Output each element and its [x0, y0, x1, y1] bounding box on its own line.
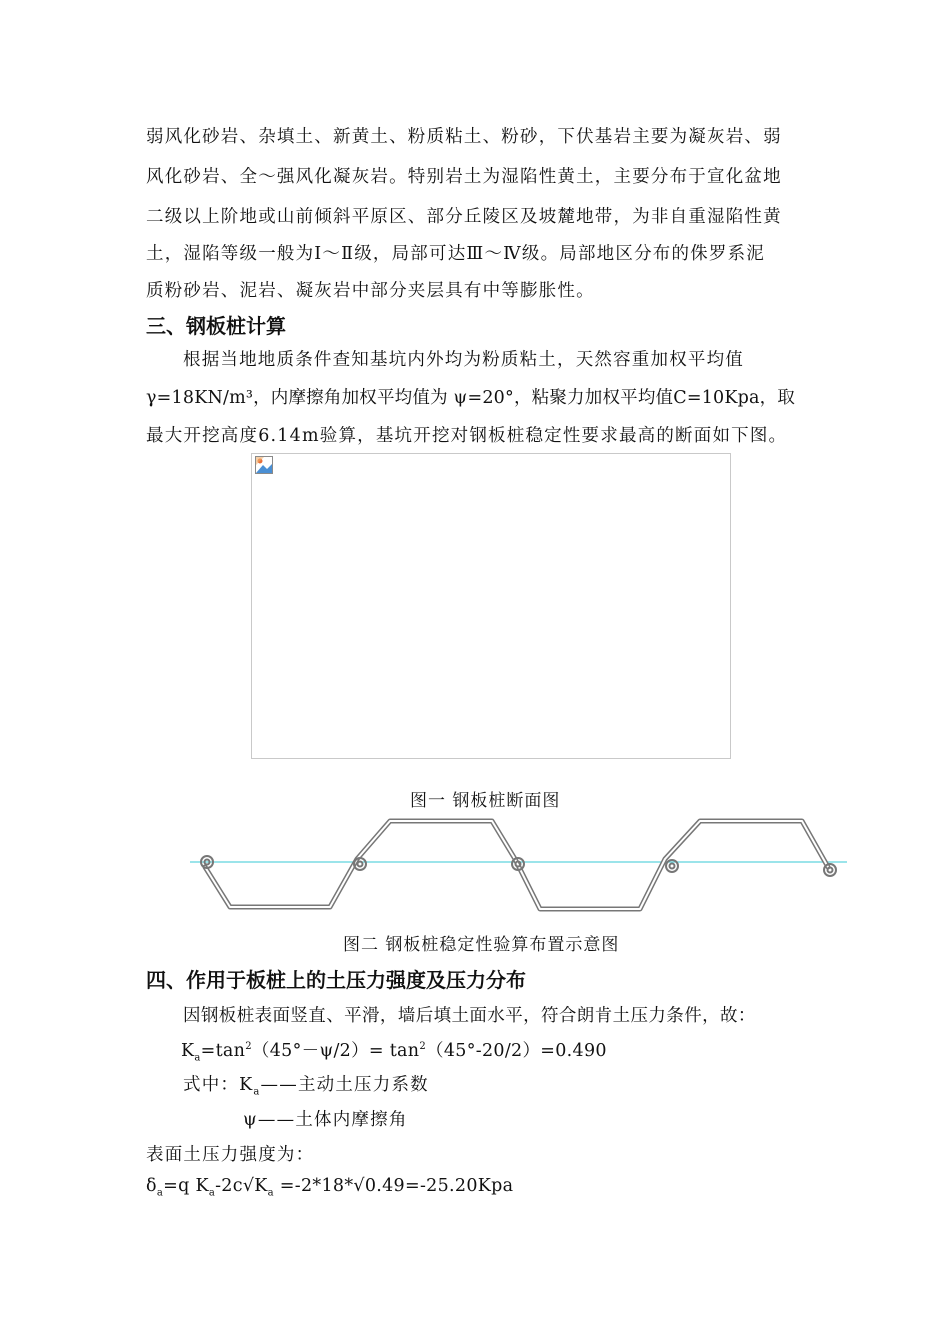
figure-1-caption: 图一 钢板桩断面图: [410, 791, 561, 811]
section-4-line-1: 因钢板桩表面竖直、平滑，墙后填土面水平，符合朗肯土压力条件，故：: [183, 1006, 756, 1026]
section-3-line-3: 最大开挖高度6.14m验算，基坑开挖对钢板桩稳定性要求最高的断面如下图。: [146, 426, 788, 446]
where-psi-line: ψ——土体内摩擦角: [243, 1110, 408, 1130]
delta-formula: $\delta_a=q$ $K_a-2c√K_a =-2*18*√0.49=-25.20Kpa$: [146, 1176, 514, 1199]
intro-line-3: 二级以上阶地或山前倾斜平原区、部分丘陵区及坡麓地带，为非自重湿陷性黄: [146, 207, 782, 227]
intro-line-5: 质粉砂岩、泥岩、凝灰岩中部分夹层具有中等膨胀性。: [146, 281, 595, 301]
section-3-line-1: 根据当地地质条件查知基坑内外均为粉质粘土，天然容重加权平均值: [183, 350, 744, 370]
intro-line-1: 弱风化砂岩、杂填土、新黄土、粉质粘土、粉砂，下伏基岩主要为凝灰岩、弱: [146, 127, 782, 147]
broken-image-icon: [255, 456, 273, 474]
where-ka-line: 式中：$K_a——$主动土压力系数: [183, 1075, 429, 1098]
section-figure-image: [251, 453, 731, 759]
figure-2-caption: 图二 钢板桩稳定性验算布置示意图: [343, 935, 620, 955]
section-3-line-2: γ=18KN/m³，内摩擦角加权平均值为 ψ=20°，粘聚力加权平均值C=10Kpa，取: [146, 388, 796, 408]
section-3-heading: 三、钢板桩计算: [146, 314, 286, 338]
intro-line-2: 风化砂岩、全～强风化凝灰岩。特别岩土为湿陷性黄土，主要分布于宣化盆地: [146, 167, 782, 187]
sheet-pile-diagram: [185, 815, 850, 920]
section-4-heading: 四、作用于板桩上的土压力强度及压力分布: [146, 968, 526, 992]
intro-line-4: 土，湿陷等级一般为Ⅰ～Ⅱ级，局部可达Ⅲ～Ⅳ级。局部地区分布的侏罗系泥: [146, 244, 765, 264]
ka-formula: $K_a=\tan^2(45^\circ-\psi/2)= \tan^2(45^\circ-20/2)=0.490$: [181, 1041, 607, 1064]
surface-pressure-line: 表面土压力强度为：: [146, 1145, 315, 1165]
